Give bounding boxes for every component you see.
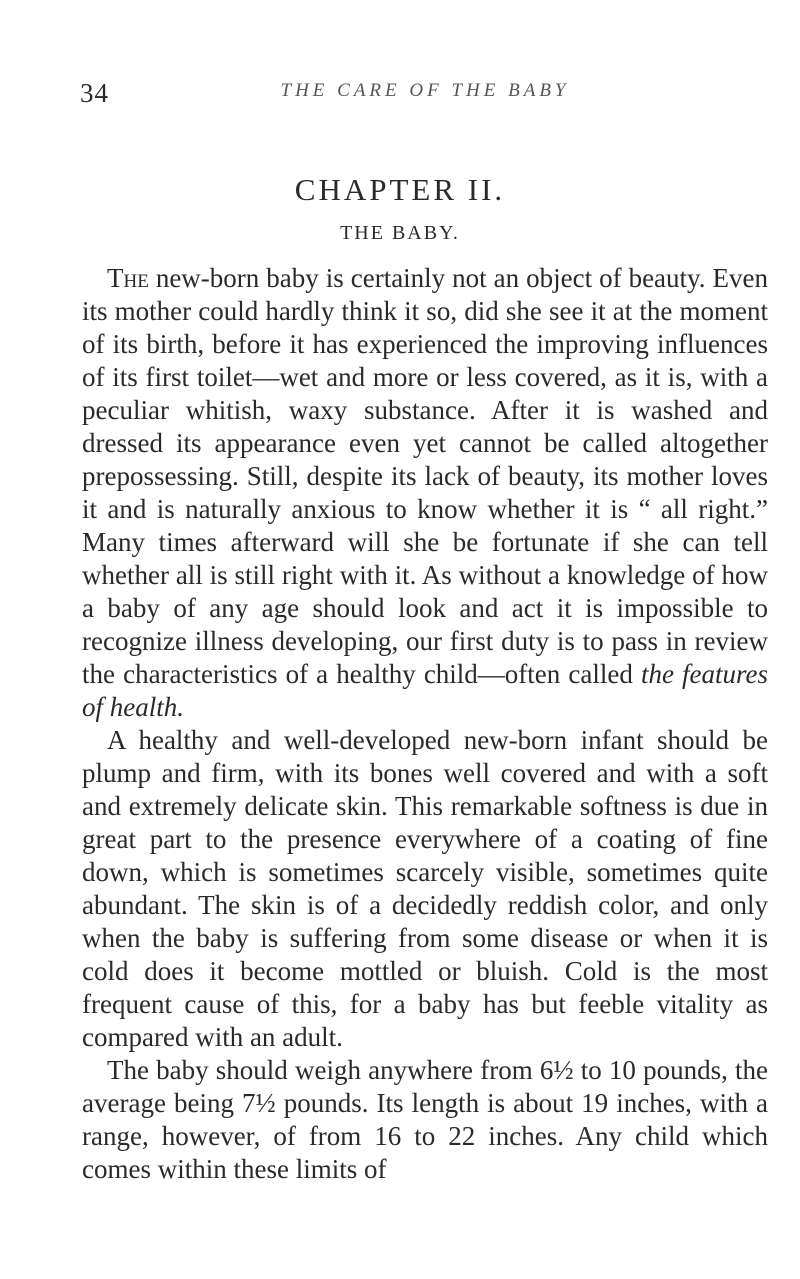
section-title: THE BABY. [340,222,460,244]
page-number: 34 [80,78,109,108]
running-title: THE CARE OF THE BABY [280,80,570,101]
paragraph-text: A healthy and well-developed new-born infant should be plump and firm, with its bones well covered and with a soft and extremely delicate skin. This remarkable softness is due in great part to the presence everywhere of a coating of fine down, which is sometimes scarcely visible, sometimes quite abundant. The skin is of a decidedly reddish color, and only when the baby is suffering from some disease or when it is cold does it become mottled or bluish. Cold is the most frequent cause of this, for a baby has but feeble vitality as compared with an adult. [82,725,768,1052]
paragraph-emphasis: the features of health. [82,659,769,722]
paragraph [82,1054,768,1186]
paragraph-text: new-born baby is certainly not an object of beauty. Even its mother could hardly think it so, did she see it at the moment of its birth, before it has experienced the improving influences of its first toilet—wet and more or less covered, as it is, with a peculiar whitish, waxy substance. After it is washed and dressed its appearance even yet cannot be called altogether prepossessing. Still, despite its lack of beauty, its mother loves it and is naturally anxious to know whether it is “ all right.” Many times afterward will she be fortunate if she can tell whether all is still right with it. As without a knowledge of how a baby of any age should look and act it is impossible to recognize illness developing, our first duty is to pass in review the characteristics of a healthy child—often called [82,263,768,689]
body-text [82,262,768,1186]
paragraph [82,724,768,1054]
paragraph [82,262,768,724]
paragraph-lead-word: The [107,263,149,293]
paragraph-text: The baby should weigh anywhere from 6½ to 10 pounds, the average being 7½ pounds. Its length is about 19 inches, with a range, however, of from 16 to 22 inches. Any child which comes within these limits of [82,1055,768,1184]
running-head [80,78,770,118]
chapter-title: CHAPTER II. [294,172,506,207]
